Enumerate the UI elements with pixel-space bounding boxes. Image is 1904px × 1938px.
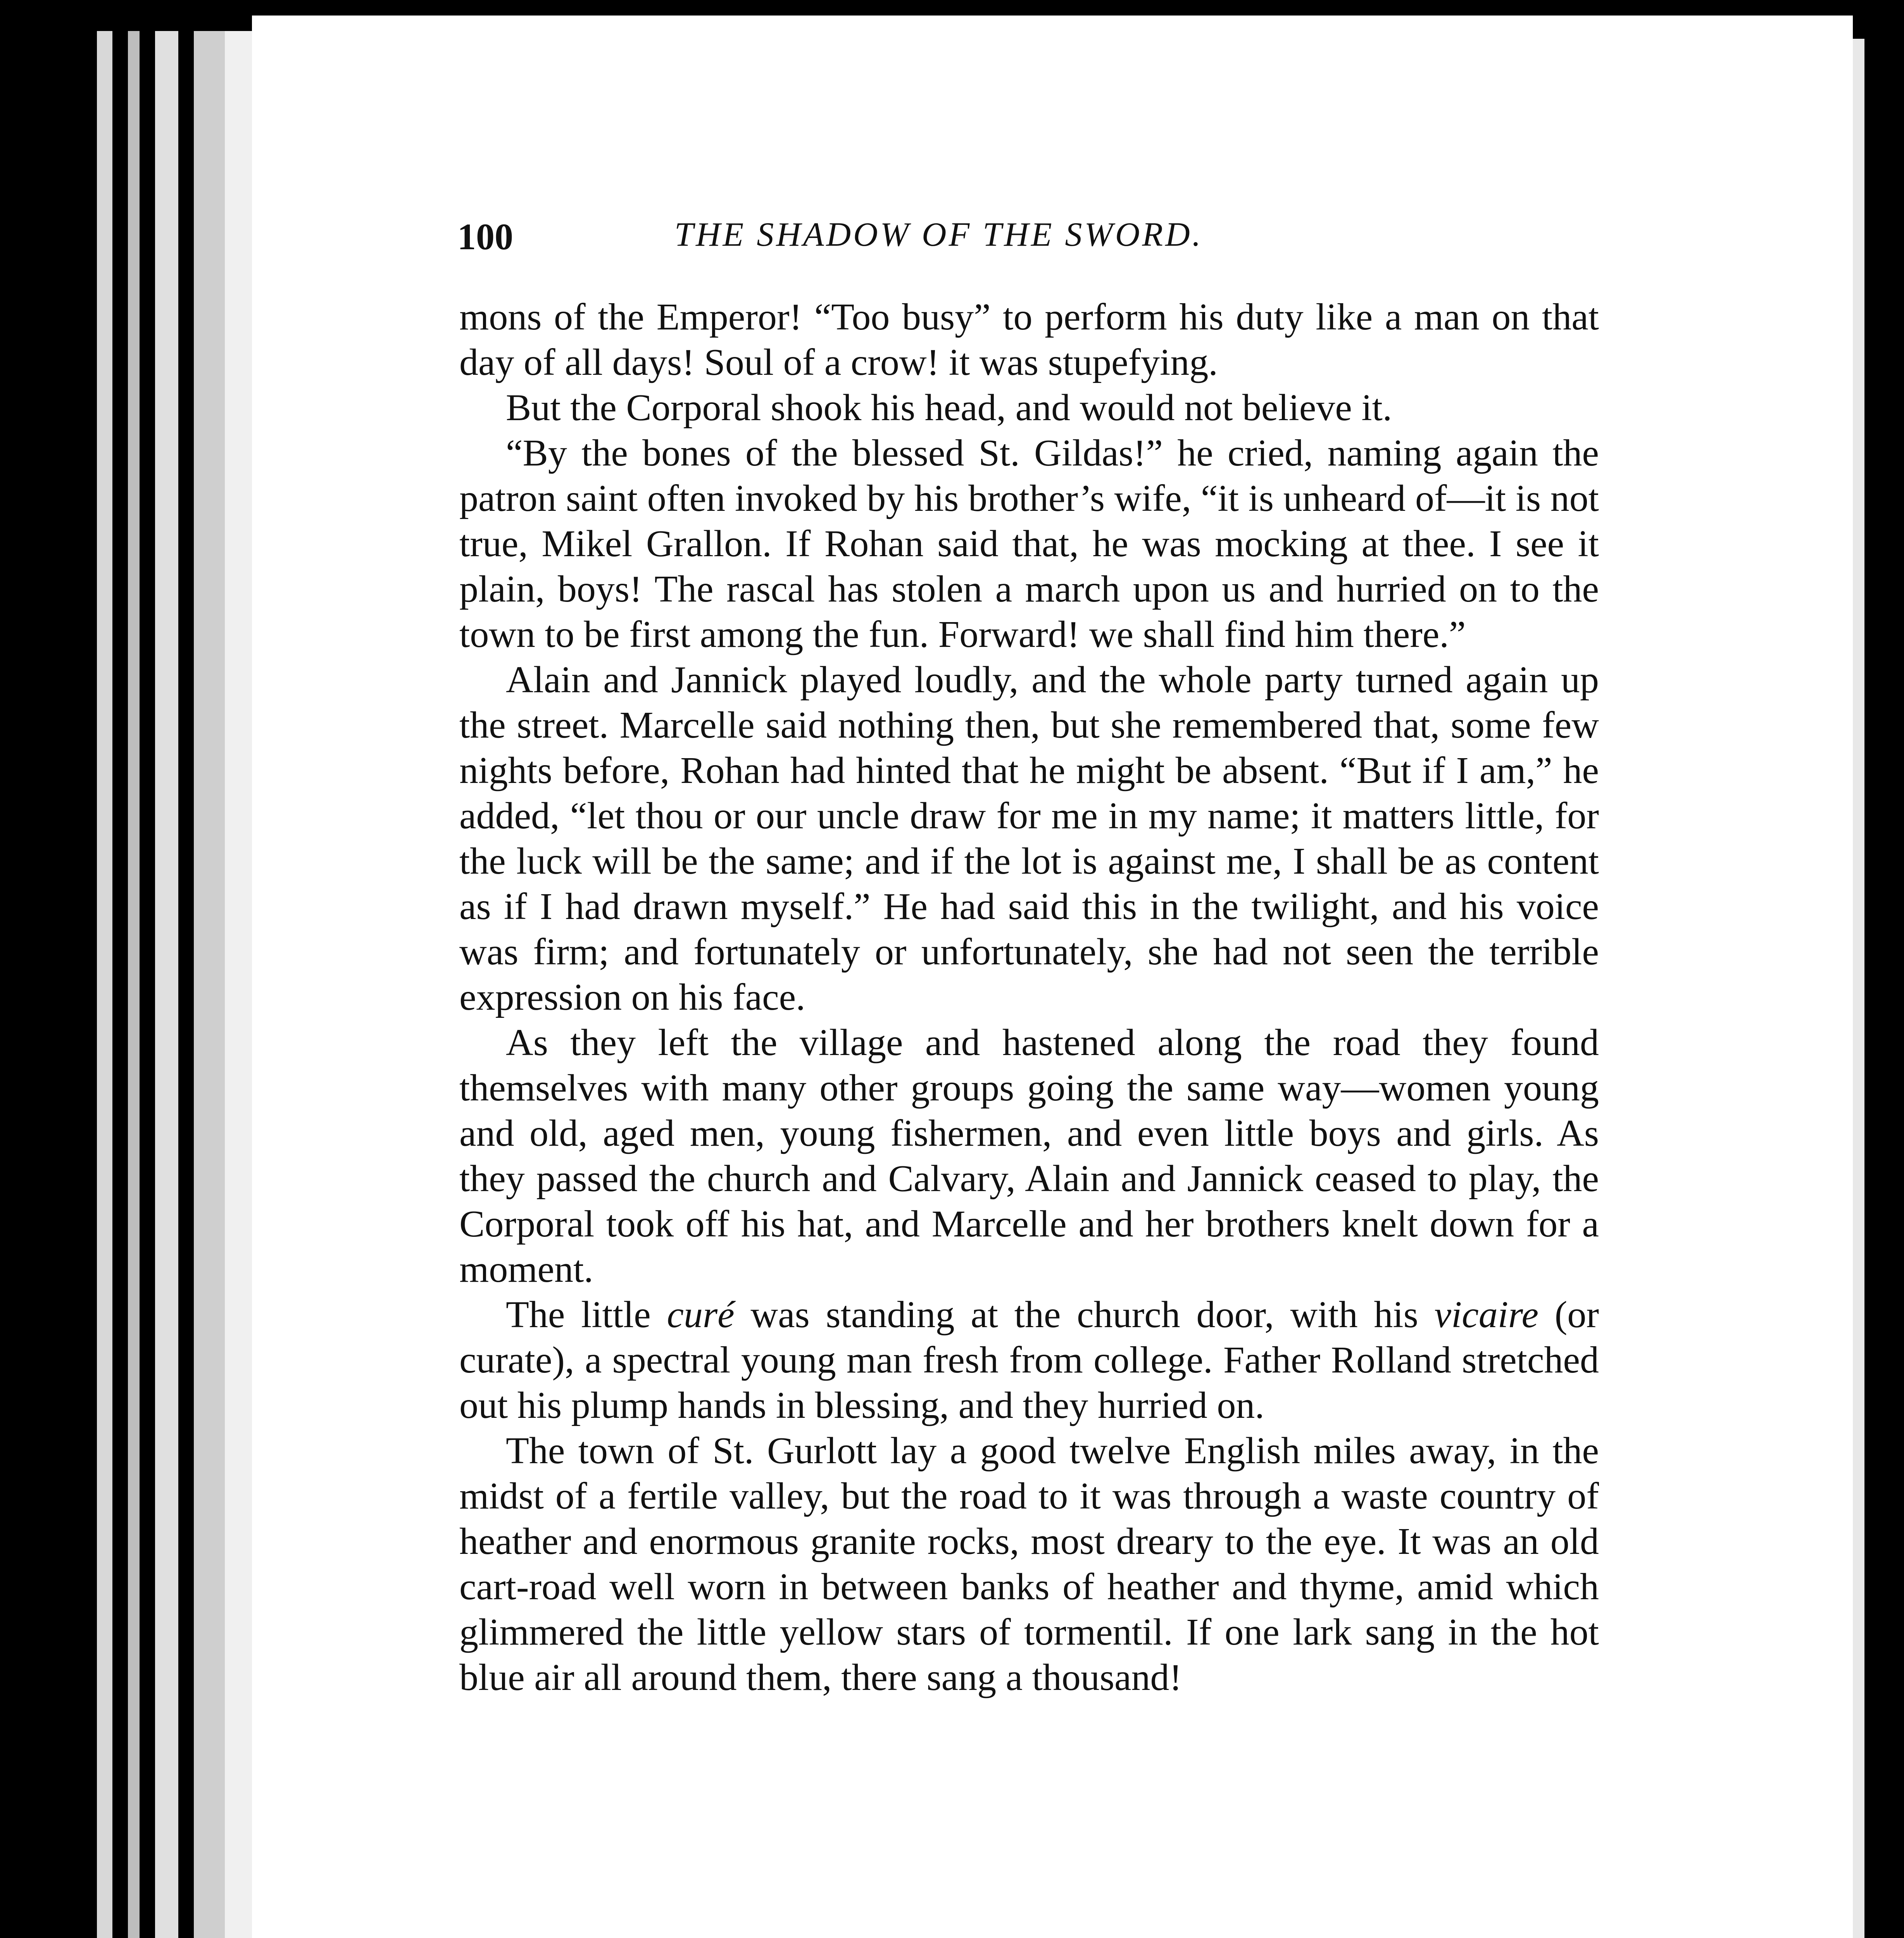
paragraph: But the Corporal shook his head, and would not believe it. [506, 387, 1392, 429]
body-text [459, 295, 1599, 1700]
book-edge [225, 31, 252, 1938]
italic-word: vicaire [1434, 1294, 1538, 1336]
text-span: The little [506, 1294, 667, 1336]
book-edge [155, 31, 178, 1938]
paragraph: The town of St. Gurlott lay a good twelve English miles away, in the midst of a fertile valley, but the road to it was through a waste country of heather and enormous granite rocks, most dreary to the eye. It was an old cart-road well worn in between banks of heather and thyme, amid which glimmered the little yellow stars of tormentil. If one lark sang in the hot blue air all around them, there sang a thousand! [459, 1430, 1599, 1698]
paragraph: mons of the Emperor! “Too busy” to perform his duty like a man on that day of all days! Soul of a crow! it was stupefying. [459, 296, 1599, 383]
book-edge [97, 31, 112, 1938]
paragraph: “By the bones of the blessed St. Gildas!” he cried, naming again the patron saint often invoked by his brother’s wife, “it is unheard of—it is not true, Mikel Grallon. If Rohan said that, he was mocking at thee. I see it plain, boys! The rascal has stolen a march upon us and hurried on to the town to be first among the fun. Forward! we shall find him there.” [459, 432, 1599, 655]
page-number: 100 [457, 216, 513, 257]
text-span: was standing at the church door, with his [734, 1294, 1435, 1336]
text-span: (or curate), a spectral young man fresh from college. Father Rolland stretched out his plump hands in blessing, and they hurried on. [459, 1294, 1599, 1426]
page-edge-right [1853, 39, 1864, 1938]
paragraph: As they left the village and hastened along the road they found themselves with many other groups going the same way—women young and old, aged men, young fishermen, and even little boys and girls. As they passed the church and Calvary, Alain and Jannick ceased to play, the Corporal took off his hat, and Marcelle and her brothers knelt down for a moment. [459, 1022, 1599, 1290]
paragraph [459, 1292, 1599, 1428]
book-edge [194, 31, 225, 1938]
book-edge [128, 31, 140, 1938]
running-title: THE SHADOW OF THE SWORD. [674, 216, 1203, 253]
italic-word: curé [667, 1294, 735, 1336]
paragraph: Alain and Jannick played loudly, and the whole party turned again up the street. Marcelle said nothing then, but she remembered that, some few nights before, Rohan had hinted that he might be absent. “But if I am,” he added, “let thou or our uncle draw for me in my name; it matters little, for the luck will be the same; and if the lot is against me, I shall be as content as if I had drawn myself.” He had said this in the twilight, and his voice was firm; and fortunately or unfortunately, she had not seen the terrible expression on his face. [459, 659, 1599, 1018]
page-header [457, 215, 1601, 258]
